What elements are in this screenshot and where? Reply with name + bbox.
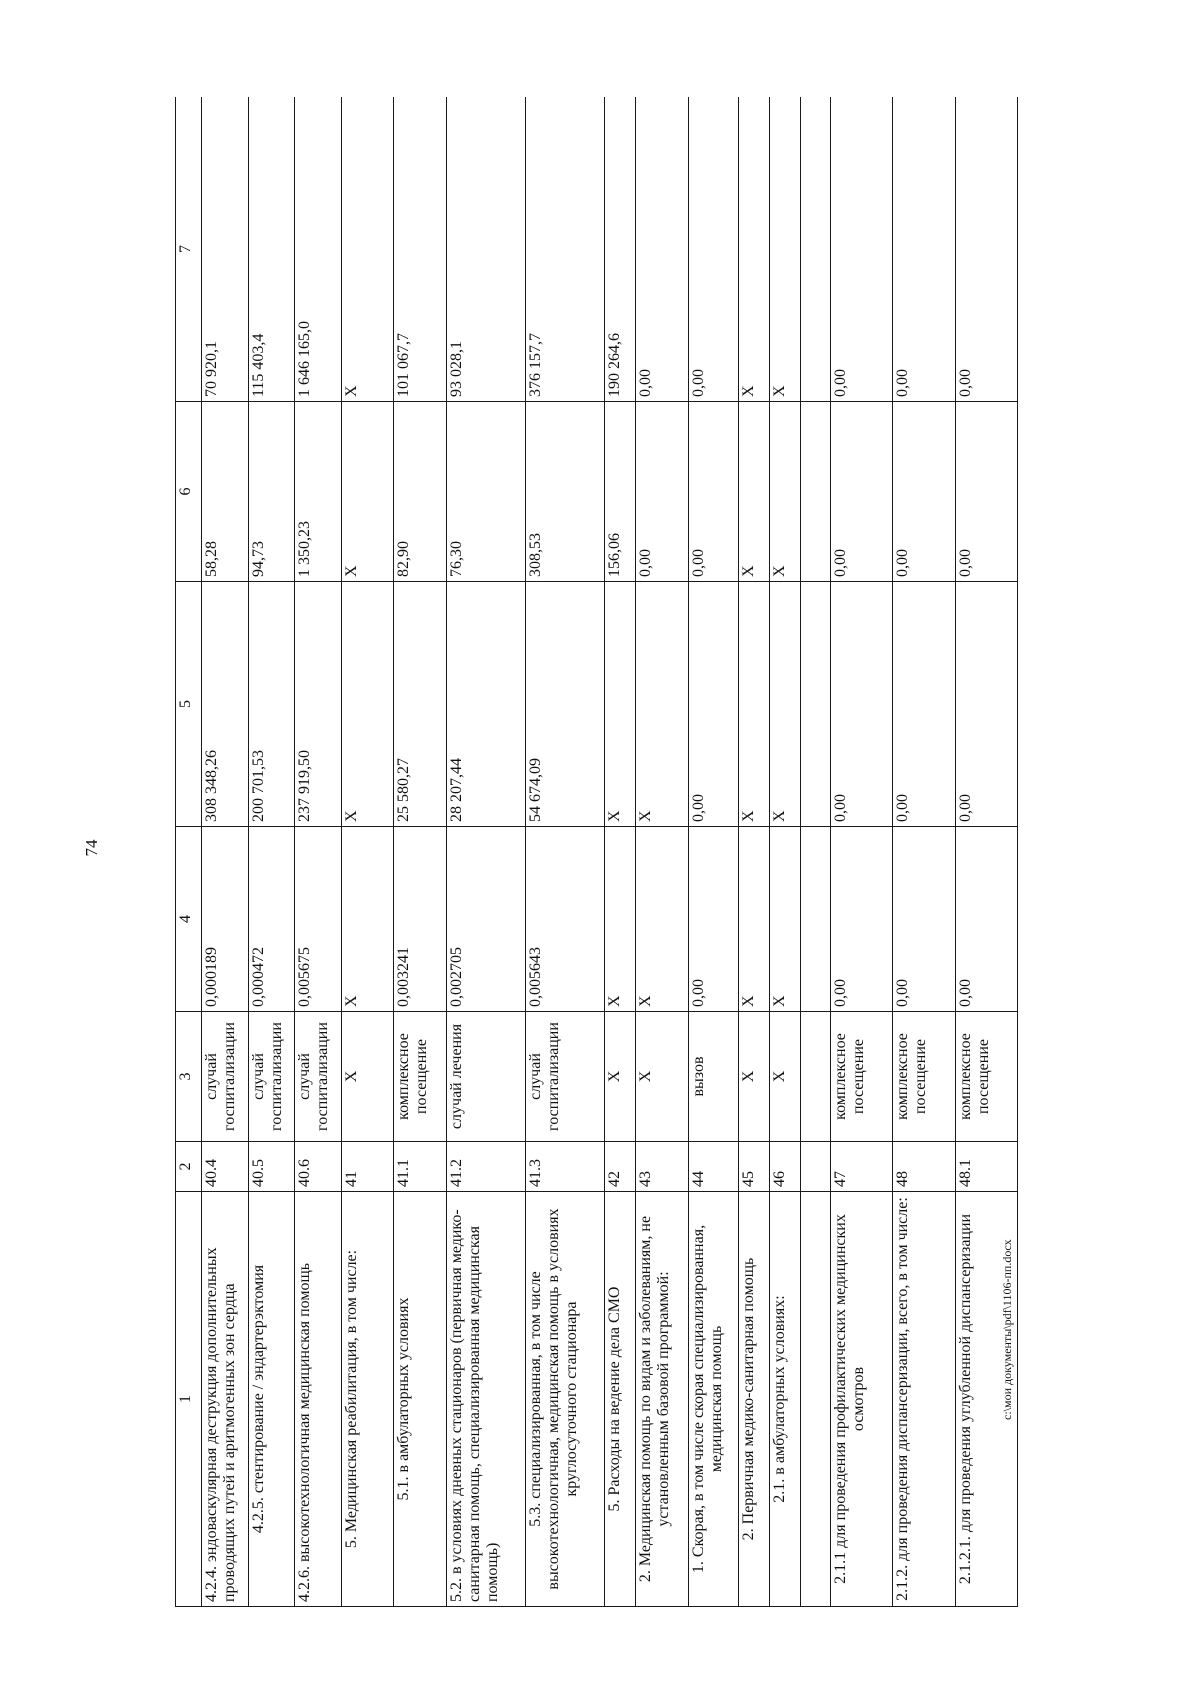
table-cell-col-total [801,97,831,402]
table-cell-col-total: 190 264,6 [605,97,636,402]
table-cell-col-volume: Х [605,827,636,1012]
table-cell-col-cost-per-unit: 25 580,27 [394,582,447,827]
table-cell-col-cost-per-unit: 308 348,26 [202,582,248,827]
table-cell-col-unit: Х [341,1012,394,1142]
table-row [605,97,636,1607]
table-cell-col-unit: Х [605,1012,636,1142]
table-cell-col-name: 4.2.5. стентирование / эндартерэктомия [248,1192,294,1607]
table-cell-col-name: 2. Первичная медико-санитарная помощь [739,1192,770,1607]
table-cell-col-volume: 0,000189 [202,827,248,1012]
table-cell-col-total: 0,00 [636,97,689,402]
table-cell-col-per-capita: Х [770,402,801,582]
table-cell-col-cost-per-unit: Х [770,582,801,827]
table-cell-col-cost-per-unit: 200 701,53 [248,582,294,827]
table-row [801,97,831,1607]
table-cell-col-name: 2. Медицинская помощь по видам и заболеваниям, не установленным базовой программой: [636,1192,689,1607]
table-cell-col-volume: Х [636,827,689,1012]
table-cell-col-row-code: 48 [893,1142,955,1192]
table-row [248,97,294,1607]
table-cell-col-row-code: 48.1 [955,1142,1017,1192]
table-cell-col-row-code: 45 [739,1142,770,1192]
table-row [447,97,526,1607]
table-cell-col-total: 0,00 [831,97,893,402]
table-cell-col-total: 93 028,1 [447,97,526,402]
table-cell-col-name: 2.1.2. для проведения диспансеризации, всего, в том числе: [893,1192,955,1607]
header-cell-1: 1 [176,1192,202,1607]
table-cell-col-cost-per-unit: 0,00 [688,582,738,827]
table-cell-col-per-capita: 0,00 [831,402,893,582]
data-table [175,97,1018,1607]
table-cell-col-volume: 0,000472 [248,827,294,1012]
table-cell-col-unit: Х [739,1012,770,1142]
table-cell-col-row-code: 40.4 [202,1142,248,1192]
table-cell-col-name: 5.2. в условиях дневных стационаров (первичная медико-санитарная помощь, специализированная медицинская помощь) [447,1192,526,1607]
header-cell-4: 4 [176,827,202,1012]
table-row [636,97,689,1607]
table-cell-col-name [801,1192,831,1607]
header-cell-3: 3 [176,1012,202,1142]
table-cell-col-cost-per-unit: Х [605,582,636,827]
table-row [770,97,801,1607]
table-row [831,97,893,1607]
table-cell-col-row-code: 47 [831,1142,893,1192]
table-cell-col-per-capita: 156,06 [605,402,636,582]
table-row [394,97,447,1607]
table-cell-col-total: 0,00 [955,97,1017,402]
table-row [202,97,248,1607]
footer-file-path: c:\мои документы\pdf\1106-пп.docx [1000,1239,1014,1420]
table-cell-col-unit: комплексное посещение [893,1012,955,1142]
table-cell-col-unit: случай лечения [447,1012,526,1142]
page-number: 74 [82,839,101,857]
table-cell-col-name: 2.1. в амбулаторных условиях: [770,1192,801,1607]
table-cell-col-row-code: 43 [636,1142,689,1192]
table-cell-col-row-code: 41 [341,1142,394,1192]
table-cell-col-volume [801,827,831,1012]
table-cell-col-cost-per-unit [801,582,831,827]
table-cell-col-unit: Х [636,1012,689,1142]
table-cell-col-per-capita: 308,53 [526,402,605,582]
table-cell-col-per-capita: 76,30 [447,402,526,582]
table-cell-col-per-capita: 0,00 [893,402,955,582]
table-cell-col-unit [801,1012,831,1142]
table-cell-col-total: Х [770,97,801,402]
table-cell-col-per-capita: Х [739,402,770,582]
table-header-row [176,97,202,1607]
table-cell-col-cost-per-unit: 237 919,50 [295,582,341,827]
table-cell-col-unit: комплексное посещение [394,1012,447,1142]
table-cell-col-total: Х [341,97,394,402]
table-cell-col-cost-per-unit: 28 207,44 [447,582,526,827]
table-cell-col-row-code: 41.1 [394,1142,447,1192]
table-cell-col-row-code [801,1142,831,1192]
table-cell-col-unit: комплексное посещение [955,1012,1017,1142]
table-cell-col-total: 115 403,4 [248,97,294,402]
table-cell-col-unit: случай госпитализации [202,1012,248,1142]
table-cell-col-per-capita: 0,00 [955,402,1017,582]
table-cell-col-name: 2.1.1 для проведения профилактических медицинских осмотров [831,1192,893,1607]
header-cell-5: 5 [176,582,202,827]
table-cell-col-volume: 0,002705 [447,827,526,1012]
table-cell-col-volume: 0,00 [893,827,955,1012]
table-cell-col-total: Х [739,97,770,402]
table-cell-col-row-code: 40.6 [295,1142,341,1192]
table-row [739,97,770,1607]
table-cell-col-total: 101 067,7 [394,97,447,402]
table-cell-col-volume: 0,00 [955,827,1017,1012]
table-cell-col-row-code: 41.2 [447,1142,526,1192]
table-row [341,97,394,1607]
table-cell-col-cost-per-unit: 0,00 [893,582,955,827]
table-cell-col-per-capita [801,402,831,582]
table-cell-col-per-capita: 1 350,23 [295,402,341,582]
table-cell-col-row-code: 40.5 [248,1142,294,1192]
header-cell-7: 7 [176,97,202,402]
table-cell-col-volume: Х [341,827,394,1012]
table-cell-col-volume: 0,003241 [394,827,447,1012]
table-cell-col-name: 5. Медицинская реабилитация, в том числе: [341,1192,394,1607]
table-cell-col-row-code: 46 [770,1142,801,1192]
table-cell-col-unit: вызов [688,1012,738,1142]
table-cell-col-name: 4.2.6. высокотехнологичная медицинская помощь [295,1192,341,1607]
table-row [295,97,341,1607]
table-cell-col-unit: Х [770,1012,801,1142]
table-cell-col-cost-per-unit: Х [636,582,689,827]
table-cell-col-cost-per-unit: 54 674,09 [526,582,605,827]
table-cell-col-total: 376 157,7 [526,97,605,402]
table-cell-col-volume: 0,005643 [526,827,605,1012]
table-cell-col-volume: 0,00 [688,827,738,1012]
table-cell-col-name: 5.3. специализированная, в том числе высокотехнологичная, медицинская помощь в условиях круглосуточного стационара [526,1192,605,1607]
table-cell-col-name: 5. Расходы на ведение дела СМО [605,1192,636,1607]
table-row [893,97,955,1607]
table-cell-col-name: 1. Скорая, в том числе скорая специализированная, медицинская помощь [688,1192,738,1607]
table-cell-col-total: 70 920,1 [202,97,248,402]
table-cell-col-per-capita: 58,28 [202,402,248,582]
table-cell-col-cost-per-unit: Х [341,582,394,827]
table-cell-col-volume: 0,00 [831,827,893,1012]
table-cell-col-row-code: 44 [688,1142,738,1192]
table-cell-col-per-capita: 82,90 [394,402,447,582]
table-cell-col-name: 5.1. в амбулаторных условиях [394,1192,447,1607]
table-cell-col-row-code: 41.3 [526,1142,605,1192]
table-cell-col-name: 2.1.2.1. для проведения углубленной диспансеризации [955,1192,1017,1607]
rotated-table-container [175,97,1018,1607]
header-cell-2: 2 [176,1142,202,1192]
table-cell-col-unit: случай госпитализации [526,1012,605,1142]
table-cell-col-volume: Х [739,827,770,1012]
table-cell-col-per-capita: 0,00 [636,402,689,582]
table-cell-col-total: 0,00 [688,97,738,402]
table-cell-col-volume: 0,005675 [295,827,341,1012]
table-row [526,97,605,1607]
table-cell-col-cost-per-unit: Х [739,582,770,827]
table-cell-col-row-code: 42 [605,1142,636,1192]
table-cell-col-volume: Х [770,827,801,1012]
table-cell-col-name: 4.2.4. эндоваскулярная деструкция дополнительных проводящих путей и аритмогенных зон сердца [202,1192,248,1607]
table-cell-col-unit: комплексное посещение [831,1012,893,1142]
table-cell-col-total: 0,00 [893,97,955,402]
table-cell-col-per-capita: 0,00 [688,402,738,582]
table-cell-col-unit: случай госпитализации [248,1012,294,1142]
table-cell-col-cost-per-unit: 0,00 [831,582,893,827]
rotated-table [175,97,1018,1607]
header-cell-6: 6 [176,402,202,582]
table-cell-col-per-capita: Х [341,402,394,582]
table-cell-col-per-capita: 94,73 [248,402,294,582]
table-cell-col-cost-per-unit: 0,00 [955,582,1017,827]
table-cell-col-unit: случай госпитализации [295,1012,341,1142]
table-row [688,97,738,1607]
table-cell-col-total: 1 646 165,0 [295,97,341,402]
